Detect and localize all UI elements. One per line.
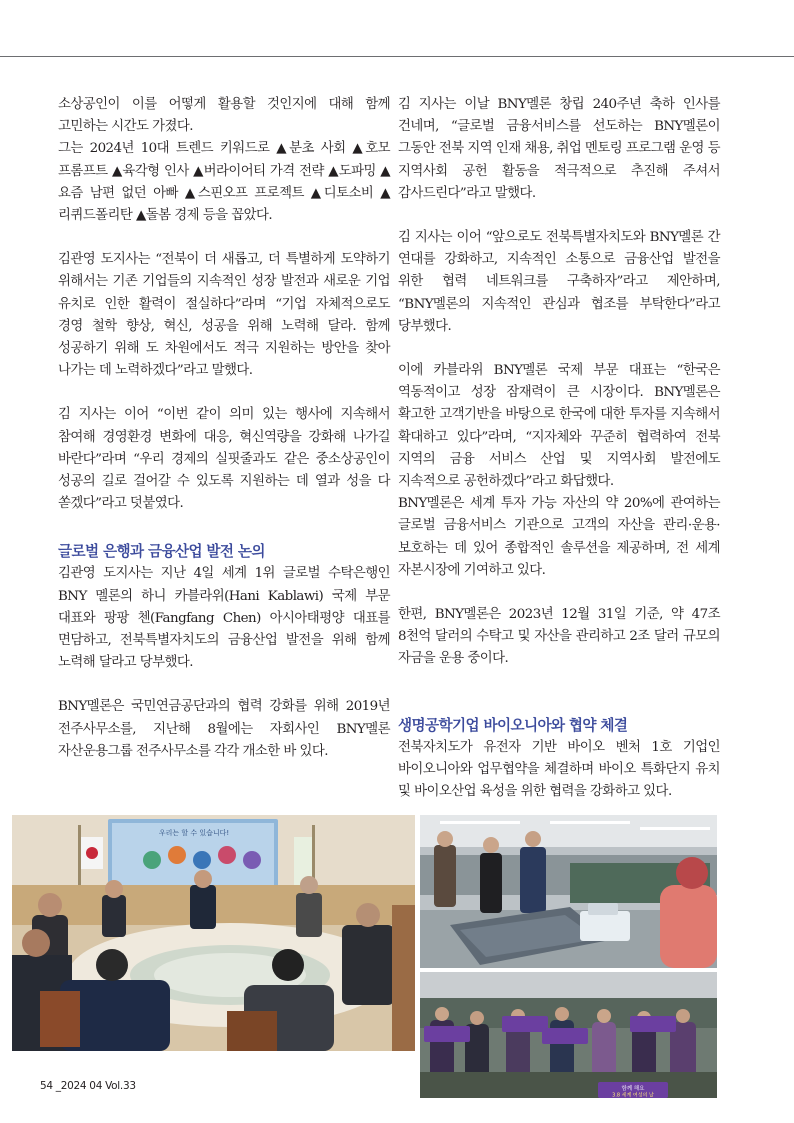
meeting-banner-text: 우리는 할 수 있습니다! xyxy=(158,829,230,837)
right-column xyxy=(398,94,720,803)
right-paragraph-2: 김 지사는 이어 “앞으로도 전북특별자치도와 BNY멜론 간 연대를 강화하고, 지속적인 소통으로 금융산업 발전을 위한 협력 네트워크를 구축하자”라고 제안하며, “BNY멜론의 지속적인 관심과 협조를 부탁한다”라고 당부했다. xyxy=(398,230,720,334)
page-folio: 54 _2024 04 Vol.33 xyxy=(40,1080,136,1092)
left-paragraph-1: 소상공인이 이를 어떻게 활용할 것인지에 대해 함께 고민하는 시간도 가졌다. xyxy=(58,97,390,135)
left-paragraph-5: 김관영 도지사는 지난 4일 세계 1위 글로벌 수탁은행인 BNY 멜론의 하니 카블라위(Hani Kablawi) 국제 부문 대표와 팡팡 첸(Fangfang Chen) 아시아태평양 대표를 면담하고, 전북특별자치도의 금융산업 발전을 위해 함께 노력해 달라고 당부했다. xyxy=(58,566,390,671)
photo-womens-day-rally xyxy=(420,972,717,1098)
header-rule xyxy=(0,56,794,57)
right-paragraph-5: 한편, BNY멜론은 2023년 12월 31일 기준, 약 47조 8천억 달러의 수탁고 및 자산을 관리하고 2조 달러 규모의 자금을 운용 중이다. xyxy=(398,607,720,667)
section-heading-bioneer: 생명공학기업 바이오니아와 협약 체결 xyxy=(398,716,628,734)
left-column xyxy=(58,94,390,763)
left-paragraph-4: 김 지사는 이어 “이번 같이 의미 있는 행사에 지속해서 참여해 경영환경 변화에 대응, 혁신역량을 강화해 나가길 바란다”라며 “우리 경제의 실핏줄과도 같은 중소상공인이 성공의 길로 걸어갈 수 있도록 지원하는 데 열과 성을 다 쏟겠다”라고 덧붙였다. xyxy=(58,407,390,512)
right-paragraph-1: 김 지사는 이날 BNY멜론 창립 240주년 축하 인사를 건네며, “글로벌 금융서비스를 선도하는 BNY멜론이 그동안 전북 지역 인재 채용, 취업 멘토링 프로그램 운영 등 지역사회 공헌 활동을 적극적으로 추진해 주셔서 감사드린다”라고 말했다. xyxy=(398,97,720,201)
right-paragraph-6: 전북자치도가 유전자 기반 바이오 벤처 1호 기업인 바이오니아와 업무협약을 체결하며 바이오 특화단지 유치 및 바이오산업 육성을 위한 협력을 강화하고 있다. xyxy=(398,739,720,800)
photo-factory xyxy=(420,815,717,968)
left-paragraph-2: 그는 2024년 10대 트렌드 키워드로 ▲분초 사회 ▲호모 프롬프트 ▲육각형 인사 ▲버라이어티 가격 전략 ▲도파밍 ▲요즘 남편 없던 아빠 ▲스핀오프 프로젝트 ▲디토소비 ▲리퀴드폴리탄 ▲돌봄 경제 등을 꼽았다. xyxy=(58,141,390,224)
photo-meeting xyxy=(12,815,415,1051)
left-paragraph-6: BNY멜론은 국민연금공단과의 협력 강화를 위해 2019년 전주사무소를, 지난해 8월에는 자회사인 BNY멜론 자산운용그룹 전주사무소를 각각 개소한 바 있다. xyxy=(58,699,390,759)
rally-sign-line2: 3.8 세계 여성의 날 xyxy=(612,1092,654,1098)
right-paragraph-4: BNY멜론은 세계 투자 가능 자산의 약 20%에 관여하는 글로벌 금융서비스 기관으로 고객의 자산을 관리·운용·보호하는 데 있어 종합적인 솔루션을 제공하며, 전 세계 자본시장에 기여하고 있다. xyxy=(398,496,720,578)
section-heading-global-bank: 글로벌 은행과 금융산업 발전 논의 xyxy=(58,543,265,561)
left-paragraph-3: 김관영 도지사는 “전북이 더 새롭고, 더 특별하게 도약하기 위해서는 기존 기업들의 지속적인 성장 발전과 새로운 기업 유치로 인한 활력이 절실하다”라며 “기업 자체적으로도 경영 철학 향상, 혁신, 성공을 위해 노력해 달라. 함께 성공하기 위해 도 차원에서도 적극 지원하는 방안을 찾아 나가는 데 노력하겠다”라고 말했다. xyxy=(58,252,390,379)
right-paragraph-3: 이에 카블라위 BNY멜론 국제 부문 대표는 “한국은 역동적이고 성장 잠재력이 큰 시장이다. BNY멜론은 확고한 고객기반을 바탕으로 한국에 대한 투자를 지속해서 확대하고 있다”라며, “지자체와 꾸준히 협력하여 전북 지역의 금융 서비스 산업 및 지역사회 발전에도 지속적으로 공헌하겠다”라고 화답했다. xyxy=(398,363,720,490)
rally-sign-line1: 함께 해요 xyxy=(621,1086,645,1092)
